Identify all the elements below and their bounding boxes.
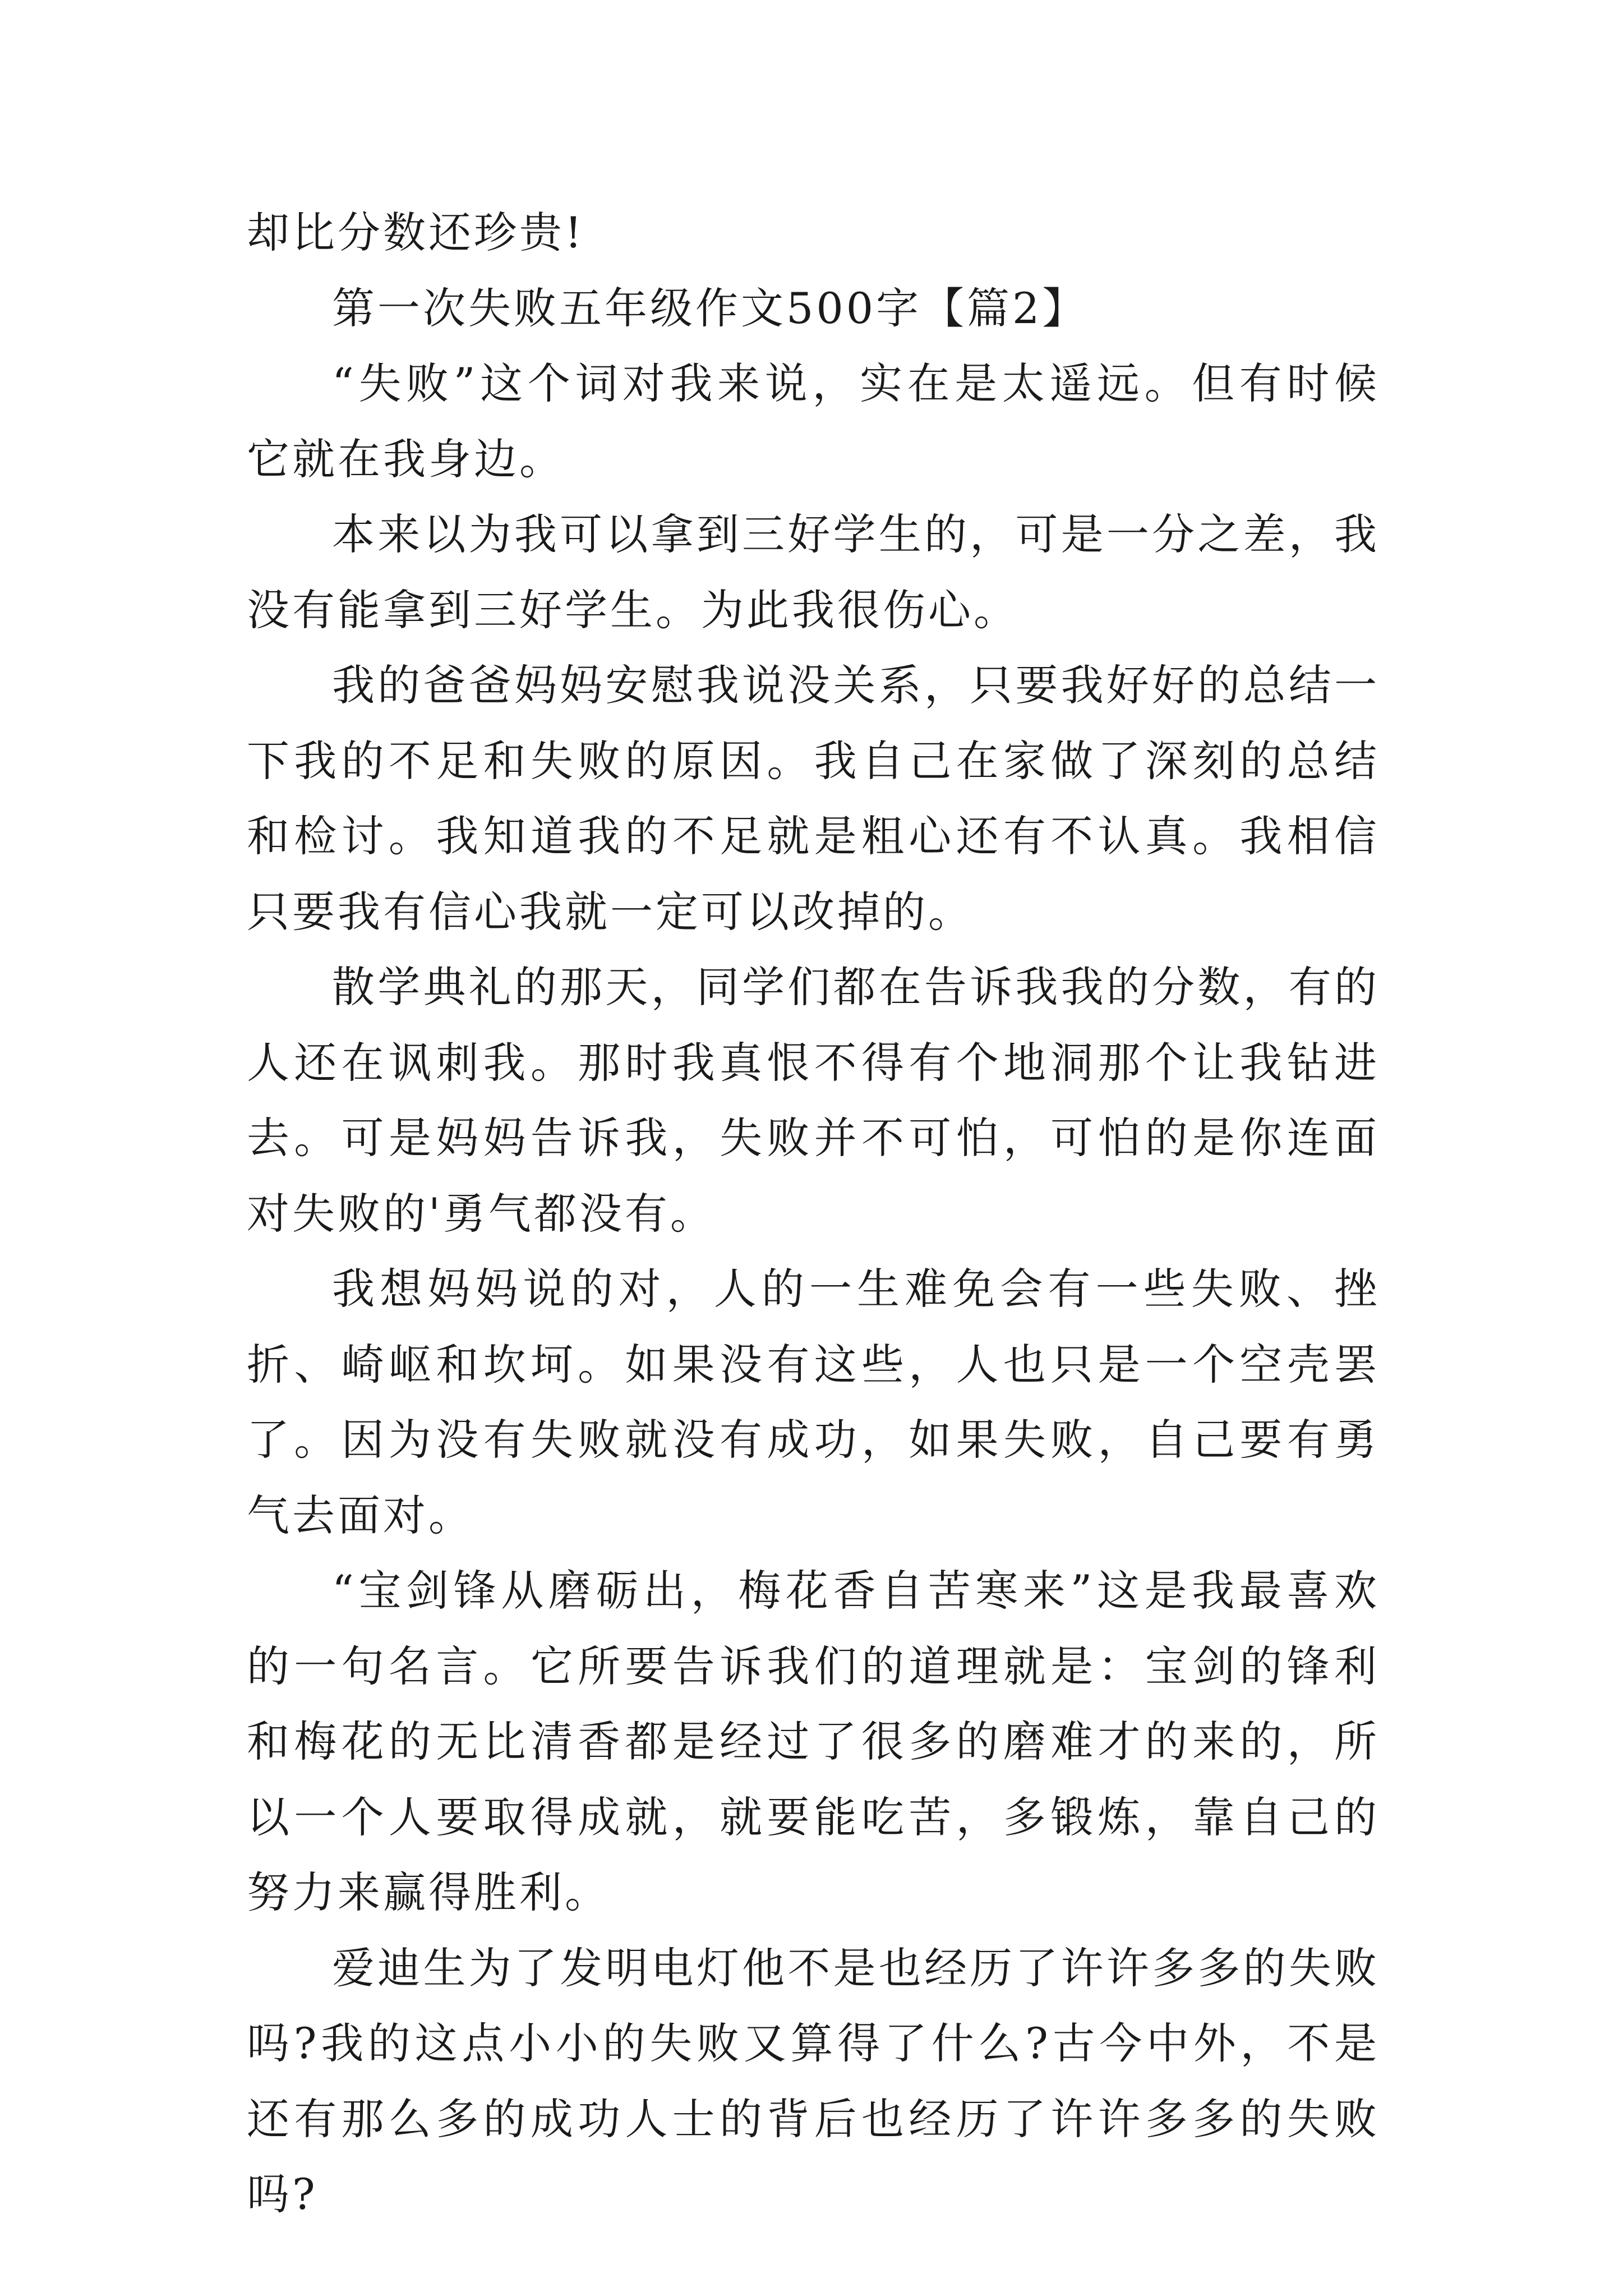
essay-heading: 第一次失败五年级作文500字【篇2】 xyxy=(332,283,1088,333)
paragraph: 散学典礼的那天，同学们都在告诉我我的分数，有的人还在讽刺我。那时我真恨不得有个地洞那个让我钻进去。可是妈妈告诉我，失败并不可怕，可怕的是你连面对失败的'勇气都没有。 xyxy=(247,962,1380,1239)
paragraph: 我想妈妈说的对，人的一生难免会有一些失败、挫折、崎岖和坎坷。如果没有这些，人也只是一个空壳罢了。因为没有失败就没有成功，如果失败，自己要有勇气去面对。 xyxy=(247,1264,1380,1540)
paragraph: 爱迪生为了发明电灯他不是也经历了许许多多的失败吗?我的这点小小的失败又算得了什么?古今中外，不是还有那么多的成功人士的背后也经历了许许多多的失败吗? xyxy=(247,1943,1380,2219)
paragraph: 本来以为我可以拿到三好学生的，可是一分之差，我没有能拿到三好学生。为此我很伤心。 xyxy=(247,509,1380,635)
paragraph: “失败”这个词对我来说，实在是太遥远。但有时候它就在我身边。 xyxy=(247,358,1380,484)
paragraph: “宝剑锋从磨砺出，梅花香自苦寒来”这是我最喜欢的一句名言。它所要告诉我们的道理就是：宝剑的锋利和梅花的无比清香都是经过了很多的磨难才的来的，所以一个人要取得成就，就要能吃苦，多锻炼，靠自己的努力来赢得胜利。 xyxy=(247,1566,1380,1917)
paragraph-continuation: 却比分数还珍贵! xyxy=(247,208,585,257)
essay-body xyxy=(247,195,1380,2233)
paragraph: 我的爸爸妈妈安慰我说没关系，只要我好好的总结一下我的不足和失败的原因。我自己在家做了深刻的总结和检讨。我知道我的不足就是粗心还有不认真。我相信只要我有信心我就一定可以改掉的。 xyxy=(247,660,1380,937)
